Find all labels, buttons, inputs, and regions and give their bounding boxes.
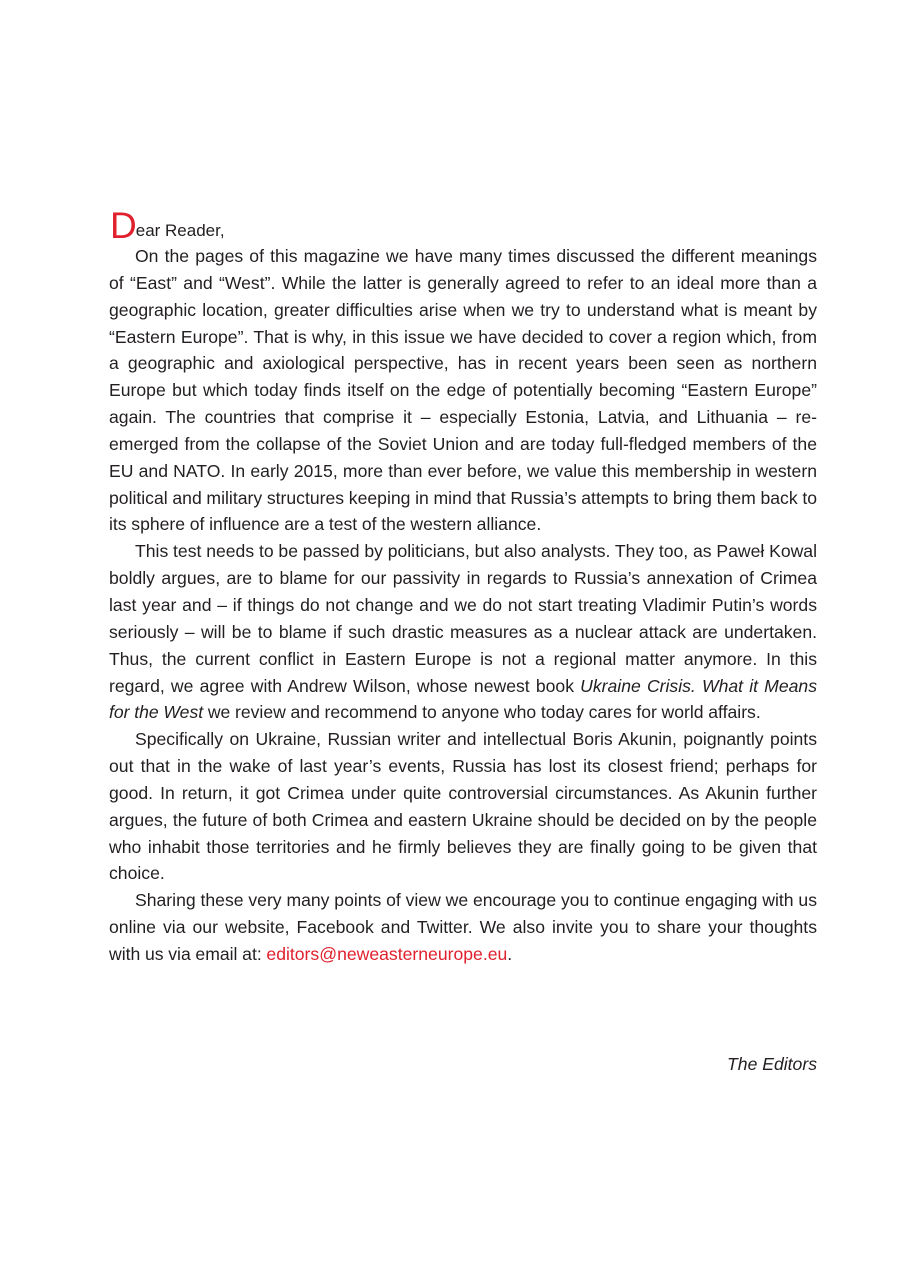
paragraph-1: On the pages of this magazine we have many times discussed the different meanings of “East” and “West”. While the latter is generally agreed to refer to an ideal more than a geographic location, greater difficulties arise when we try to understand what is meant by “Eastern Europe”. That is why, in this issue we have decided to cover a region which, from a geographic and axiological perspective, has in recent years been seen as northern Europe but which today finds itself on the edge of potentially becoming “Eastern Europe” again. The countries that comprise it – especially Estonia, Latvia, and Lithuania – re-emerged from the collapse of the Soviet Union and are today full-fledged members of the EU and NATO. In early 2015, more than ever before, we value this membership in western political and military structures keeping in mind that Russia’s attempts to bring them back to its sphere of influence are a test of the western alliance. [109, 246, 817, 535]
signature: The Editors [727, 1054, 817, 1074]
paragraph-2-text-end: we review and recommend to anyone who today cares for world affairs. [203, 702, 761, 723]
paragraph-3: Specifically on Ukraine, Russian writer and intellectual Boris Akunin, poignantly points out that in the wake of last year’s events, Russia has lost its closest friend; perhaps for good. In return, it got Crimea under quite controversial circumstances. As Akunin further argues, the future of both Crimea and eastern Ukraine should be decided on by the people who inhabit those territories and he firmly believes they are finally going to be given that choice. [109, 729, 817, 884]
salutation-text: ear Reader, [135, 221, 225, 240]
paragraph-2-text-start: This test needs to be passed by politicians, but also analysts. They too, as Paweł Kowal boldly argues, are to blame for our passivity in regards to Russia’s annexation of Crimea last year and – if things do not change and we do not start treating Vladimir Putin’s words seriously – will be to blame if such drastic measures as a nuclear attack are undertaken. Thus, the current conflict in Eastern Europe is not a regional matter anymore. In this regard, we agree with Andrew Wilson, whose newest book [109, 541, 817, 696]
paragraph-4 [109, 887, 817, 968]
email-link[interactable]: editors@neweasterneurope.eu [266, 943, 508, 964]
book-title: Ukraine Crisis. What it Means for the West [109, 675, 817, 723]
drop-cap: D [110, 205, 137, 246]
salutation [109, 205, 817, 246]
paragraph-2 [109, 538, 817, 726]
paragraph-4-text-start: Sharing these very many points of view we encourage you to continue engaging with us online via our website, Facebook and Twitter. We also invite you to share your thoughts with us via email at: [109, 890, 817, 964]
paragraph-4-text-end: . [507, 943, 513, 964]
editorial-letter [109, 205, 817, 968]
